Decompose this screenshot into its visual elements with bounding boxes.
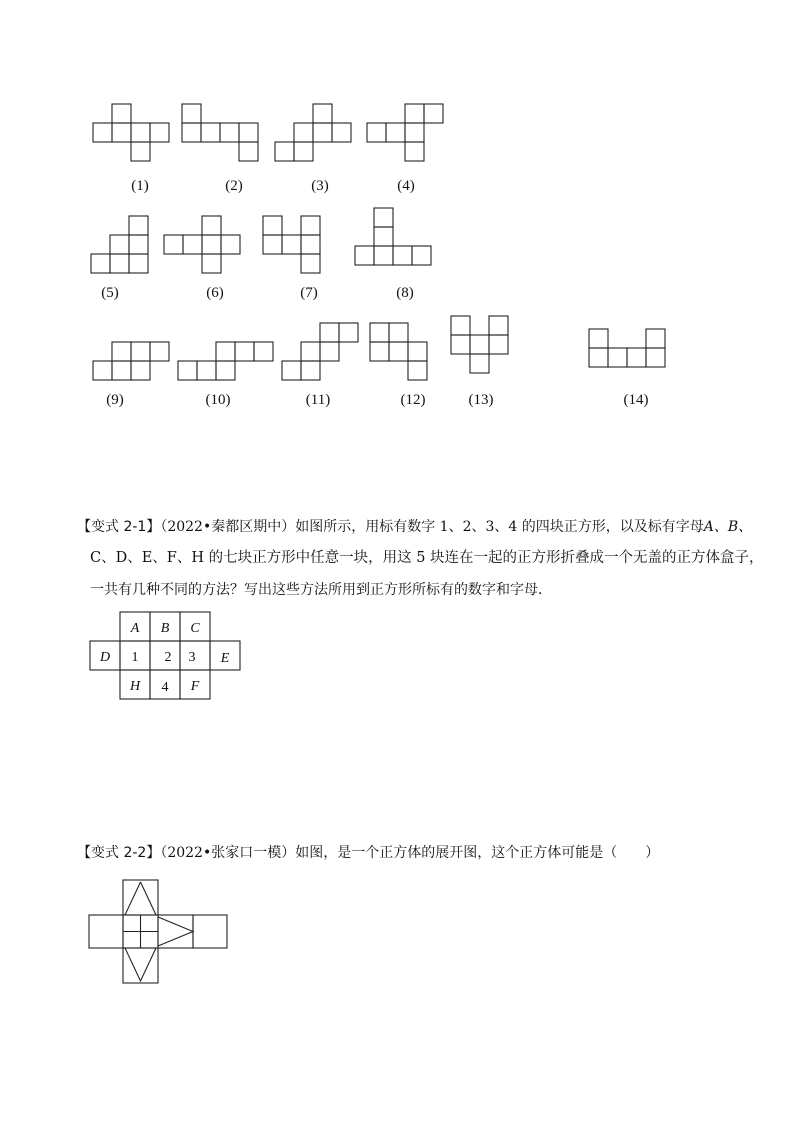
net-square [110,254,129,273]
cube-net-2 [182,104,258,161]
net-square [589,329,608,348]
net-square [131,142,150,161]
net-square [627,348,646,367]
cube-net-symbols-figure [0,870,794,990]
net-square [129,216,148,235]
net-square [313,123,332,142]
label-b: B [160,621,170,636]
net-square [182,104,201,123]
variant-2-1-line3: 一共有几种不同的方法？写出这些方法所用到正方形所标有的数字和字母． [90,582,552,598]
net-square [201,123,220,142]
net-square [294,142,313,161]
variant-2-1-text-1: 如图所示，用标有数字 1、2、3、4 的四块正方形，以及标有字母 [295,519,704,535]
figure-label: (9) [106,392,124,408]
net-square [275,142,294,161]
net-square [263,235,282,254]
net-square [164,235,183,254]
net-square [110,235,129,254]
cube-net-12 [370,323,427,380]
variant-2-2-source: （2022•张家口一模） [160,845,296,861]
up-triangle-symbol [125,882,156,915]
net-square [220,123,239,142]
net-square [370,342,389,361]
net-square [239,142,258,161]
net-square-triangle [158,915,193,948]
net-square [608,348,627,367]
net-square [374,227,393,246]
label-c: C [190,621,200,636]
net-square [301,216,320,235]
cube-net-1 [93,104,169,161]
net-square [355,246,374,265]
variant-2-2-line [77,838,659,868]
net-square [646,329,665,348]
net-square [389,323,408,342]
cube-net-6 [164,216,240,273]
cube-net-8 [355,208,431,265]
net-square [197,361,216,380]
variant-2-1-line2: C、D、E、F、H 的七块正方形中任意一块，用这 5 块连在一起的正方形折叠成一个无盖的正方体盒子， [90,550,764,566]
net-square [470,354,489,373]
net-square [131,361,150,380]
label-4: 4 [161,680,169,695]
figure-label: (10) [205,392,231,408]
cube-net-13 [451,316,508,373]
net-square [405,123,424,142]
cube-net-9 [93,342,169,380]
net-square [183,235,202,254]
label-d: D [99,650,111,665]
net-square [386,123,405,142]
net-square [320,342,339,361]
net-square [405,104,424,123]
cube-net-14 [589,329,665,367]
net-square [489,316,508,335]
net-square [405,142,424,161]
variant-2-2-text: 如图，是一个正方体的展开图，这个正方体可能是（ ） [295,845,660,861]
net-square [332,123,351,142]
figure-label: (5) [101,285,119,301]
net-square [393,246,412,265]
figure-label: (3) [311,178,329,194]
net-square [424,104,443,123]
net-square [301,342,320,361]
label-h: H [129,679,141,694]
label-f: F [190,679,200,694]
net-square [408,342,427,361]
net-square [131,123,150,142]
labelled-squares-figure [0,600,794,710]
net-square [150,123,169,142]
net-square [221,235,240,254]
variant-2-1-line1 [77,512,752,542]
cube-net-3 [275,104,351,161]
figure-label: (1) [131,178,149,194]
net-square [216,361,235,380]
net-square [282,235,301,254]
net-square [150,342,169,361]
net-square [408,361,427,380]
net-square [301,361,320,380]
net-square [131,342,150,361]
net-square [589,348,608,367]
net-square [91,254,110,273]
figure-label: (11) [305,392,331,408]
net-square-bottom [123,948,158,983]
figure-label: (12) [400,392,426,408]
right-triangle-symbol [158,917,193,946]
net-square [112,104,131,123]
figure-label: (14) [623,392,649,408]
net-square [367,123,386,142]
cube-net-7 [263,216,320,273]
net-square [178,361,197,380]
net-square [239,123,258,142]
net-square [301,235,320,254]
figure-label: (4) [397,178,415,194]
cube-net-4 [367,104,443,161]
down-triangle-symbol [125,948,156,981]
figure-label: (13) [468,392,494,408]
net-square [294,123,313,142]
net-square [216,342,235,361]
net-square [202,216,221,235]
net-square [374,246,393,265]
net-square [202,254,221,273]
net-square [374,208,393,227]
net-square-top [123,880,158,915]
net-square [254,342,273,361]
cube-net-11 [282,323,358,380]
net-square [282,361,301,380]
label-3: 3 [188,650,196,665]
net-square [489,335,508,354]
figure-label: (6) [206,285,224,301]
net-square [389,342,408,361]
figure-label: (7) [300,285,318,301]
net-square [412,246,431,265]
net-square-right [193,915,227,948]
net-square [235,342,254,361]
variant-2-1-source: （2022•秦都区期中） [160,519,296,535]
variant-2-1-text-1-tail: A、B、 [703,519,753,535]
figure-label: (8) [396,285,414,301]
net-square [301,254,320,273]
net-square [313,104,332,123]
net-square [646,348,665,367]
net-square [451,316,470,335]
label-2: 2 [164,650,172,665]
net-square [93,361,112,380]
net-square [129,254,148,273]
net-square [129,235,148,254]
cross-symbol [123,915,158,948]
label-1: 1 [131,650,139,665]
net-square-left [89,915,123,948]
cube-nets-figure [0,90,794,420]
net-square [182,123,201,142]
variant-2-1-tag: 【变式 2-1】 [77,519,161,535]
cube-net-10 [178,342,273,380]
net-square [263,216,282,235]
net-square [451,335,470,354]
variant-2-2-tag: 【变式 2-2】 [77,845,161,861]
net-square [370,323,389,342]
net-square [93,123,112,142]
cube-net-5 [91,216,148,273]
label-e: E [220,651,230,666]
net-square [112,361,131,380]
label-a: A [130,621,140,636]
net-square [112,342,131,361]
net-square [470,335,489,354]
net-square [112,123,131,142]
figure-label: (2) [225,178,243,194]
net-square [202,235,221,254]
net-square [339,323,358,342]
net-square [320,323,339,342]
